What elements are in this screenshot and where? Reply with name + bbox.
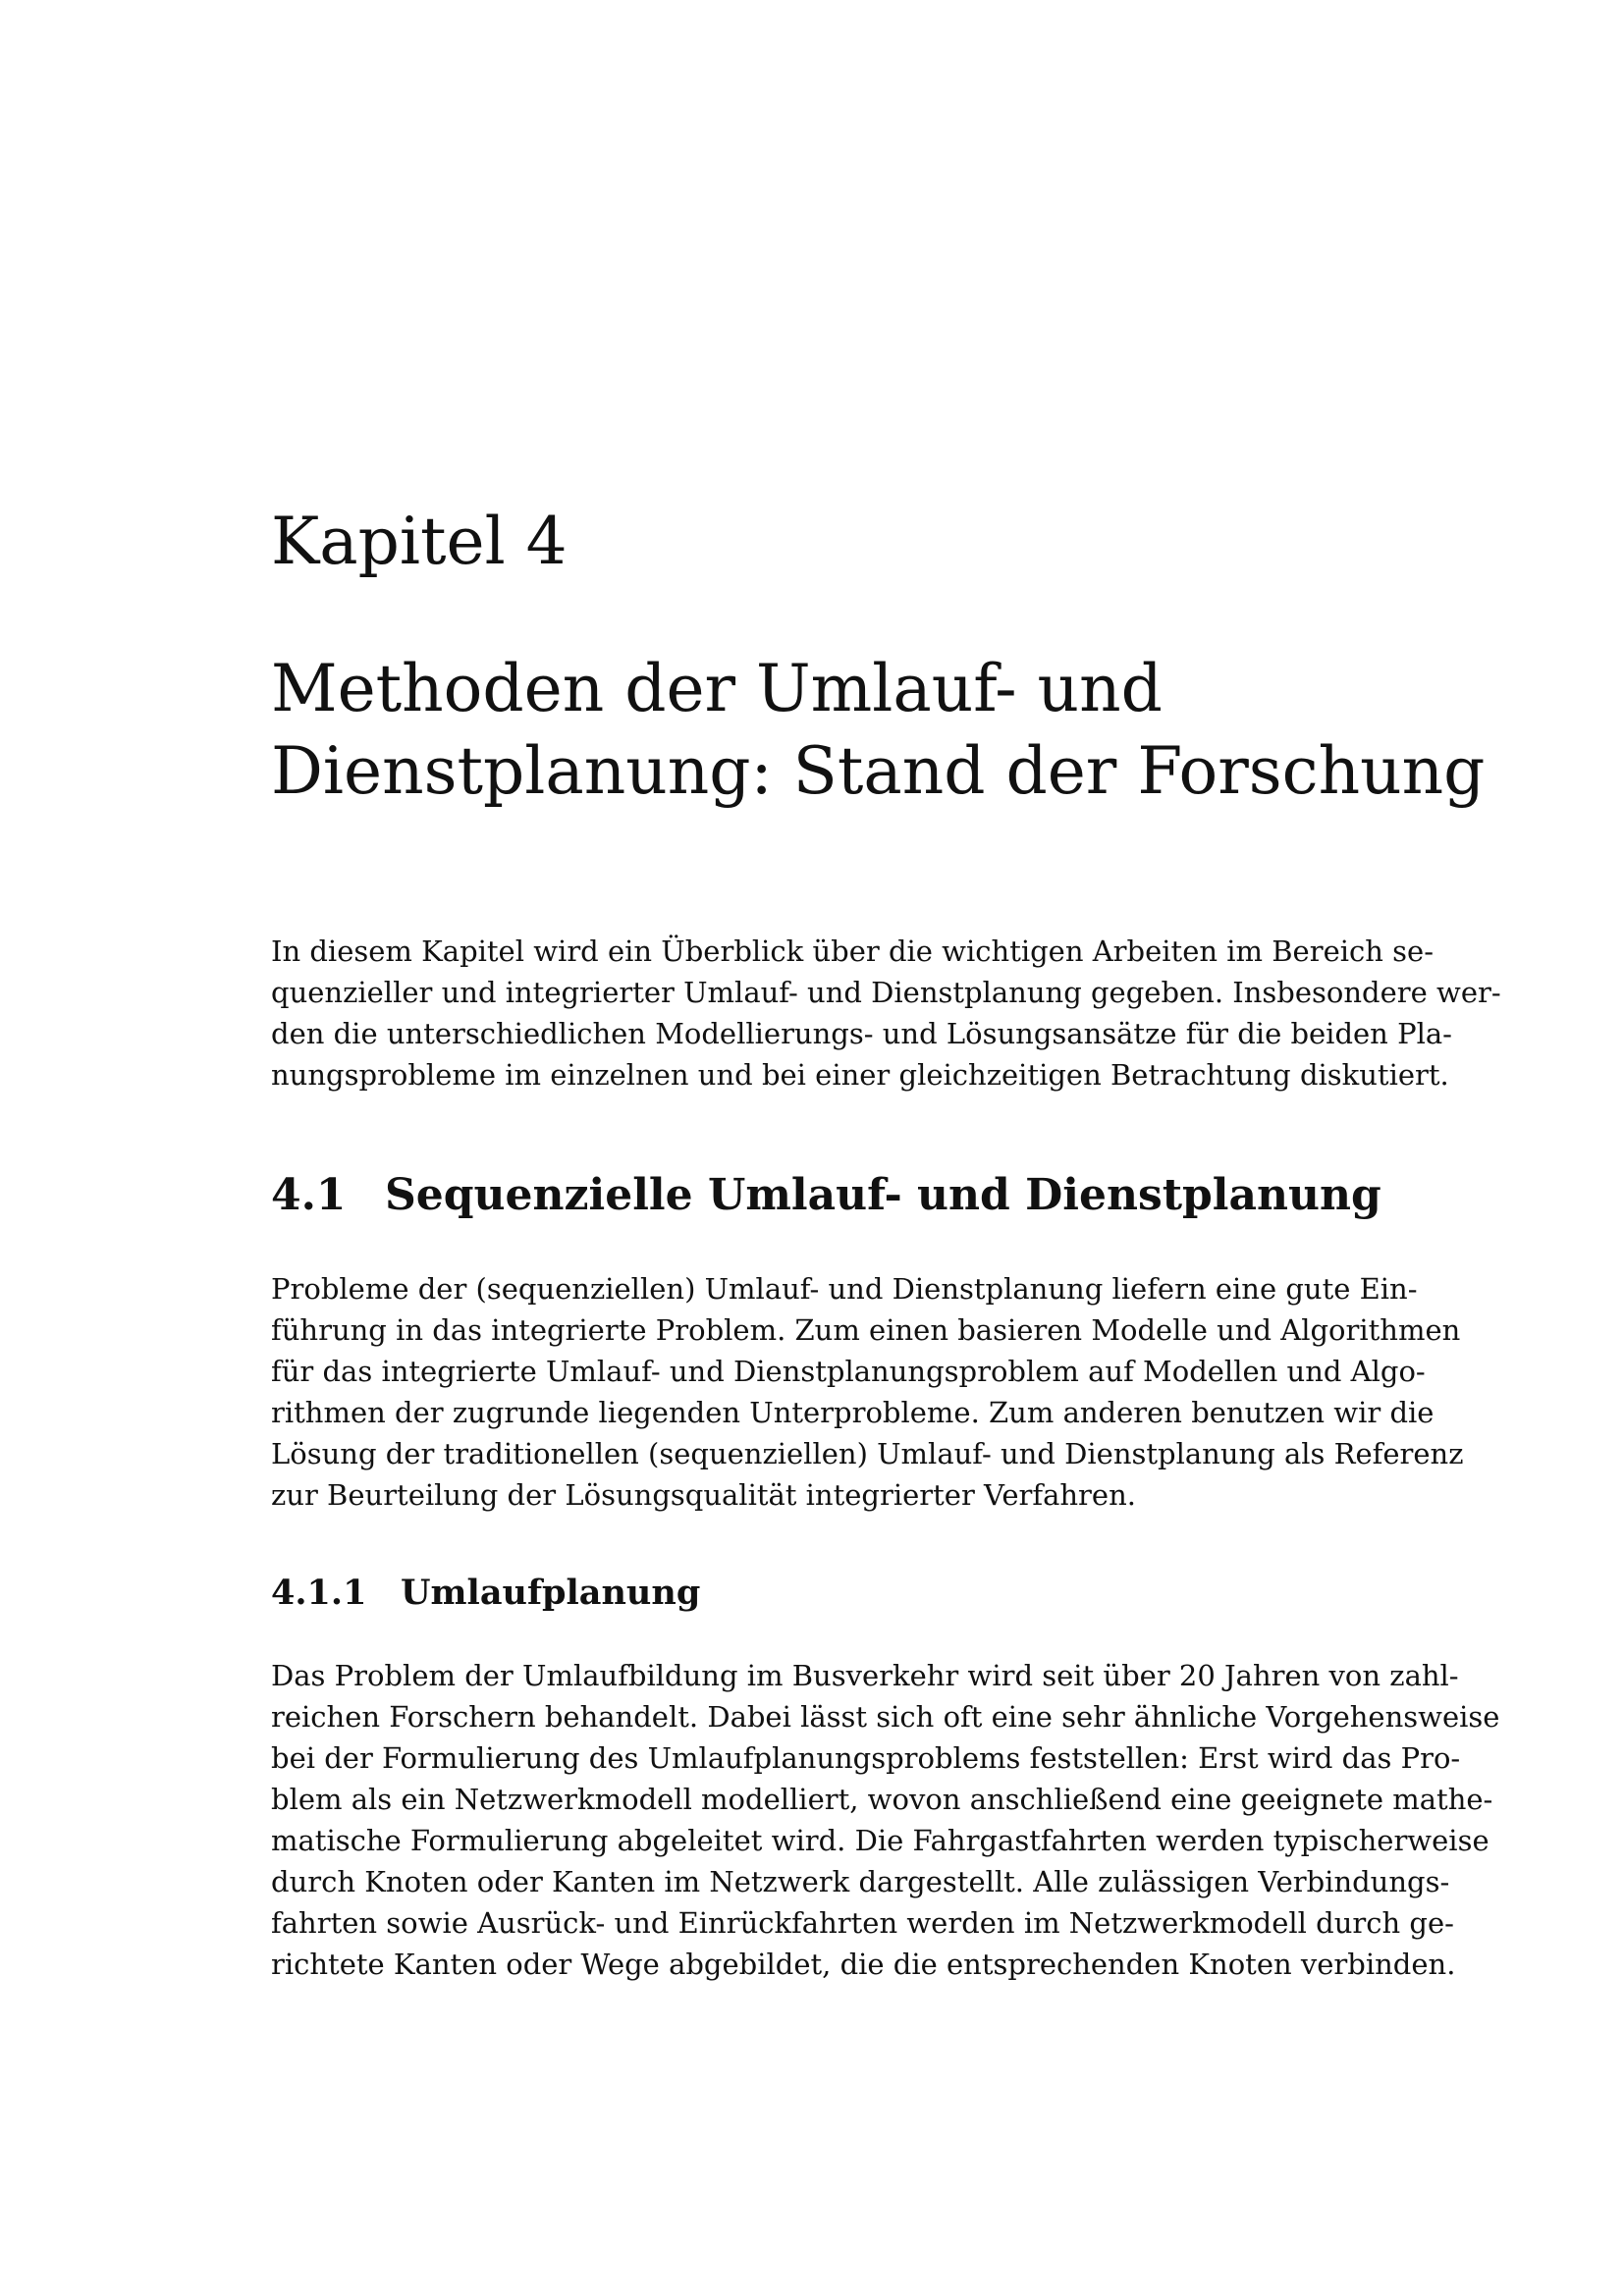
chapter-title <box>271 648 1485 813</box>
text-line: blem als ein Netzwerkmodell modelliert, wovon anschließend eine geeignete mathe- <box>271 1783 1493 1816</box>
text-line: reichen Forschern behandelt. Dabei lässt sich oft eine sehr ähnliche Vorgehensweise <box>271 1700 1500 1734</box>
text-line: den die unterschiedlichen Modellierungs- und Lösungsansätze für die beiden Pla- <box>271 1017 1452 1050</box>
section-paragraph <box>271 1268 1464 1516</box>
chapter-title-line: Methoden der Umlauf- und <box>271 651 1163 726</box>
text-line: durch Knoten oder Kanten im Netzwerk dargestellt. Alle zulässigen Verbindungs- <box>271 1865 1450 1898</box>
text-line: rithmen der zugrunde liegenden Unterprobleme. Zum anderen benutzen wir die <box>271 1396 1435 1429</box>
text-line: Das Problem der Umlaufbildung im Busverkehr wird seit über 20 Jahren von zahl- <box>271 1659 1459 1692</box>
subsection-heading <box>271 1571 700 1616</box>
chapter-title-line: Dienstplanung: Stand der Forschung <box>271 733 1486 809</box>
subsection-title: Umlaufplanung <box>401 1573 701 1613</box>
text-line: fahrten sowie Ausrück- und Einrückfahrten werden im Netzwerkmodell durch ge- <box>271 1906 1454 1940</box>
subsection-number: 4.1.1 <box>271 1573 367 1613</box>
chapter-label: Kapitel 4 <box>271 504 568 579</box>
text-line: Probleme der (sequenziellen) Umlauf- und Dienstplanung liefern eine gute Ein- <box>271 1272 1418 1306</box>
text-line: führung in das integrierte Problem. Zum einen basieren Modelle und Algorithmen <box>271 1313 1461 1347</box>
subsection-paragraph <box>271 1655 1500 1985</box>
text-line: Lösung der traditionellen (sequenziellen) Umlauf- und Dienstplanung als Referenz <box>271 1437 1464 1470</box>
text-line: richtete Kanten oder Wege abgebildet, die die entsprechenden Knoten verbinden. <box>271 1948 1456 1981</box>
text-line: quenzieller und integrierter Umlauf- und Dienstplanung gegeben. Insbesondere wer- <box>271 976 1501 1009</box>
text-line: für das integrierte Umlauf- und Dienstplanungsproblem auf Modellen und Algo- <box>271 1355 1426 1388</box>
text-line: In diesem Kapitel wird ein Überblick über die wichtigen Arbeiten im Bereich se- <box>271 934 1435 968</box>
section-number: 4.1 <box>271 1170 347 1220</box>
intro-paragraph <box>271 931 1501 1095</box>
text-line: bei der Formulierung des Umlaufplanungsproblems feststellen: Erst wird das Pro- <box>271 1741 1461 1775</box>
text-line: nungsprobleme im einzelnen und bei einer gleichzeitigen Betrachtung diskutiert. <box>271 1058 1449 1092</box>
text-line: matische Formulierung abgeleitet wird. Die Fahrgastfahrten werden typischerweise <box>271 1824 1489 1857</box>
text-line: zur Beurteilung der Lösungsqualität integrierter Verfahren. <box>271 1478 1136 1512</box>
section-heading <box>271 1168 1381 1223</box>
section-title: Sequenzielle Umlauf- und Dienstplanung <box>385 1170 1381 1220</box>
